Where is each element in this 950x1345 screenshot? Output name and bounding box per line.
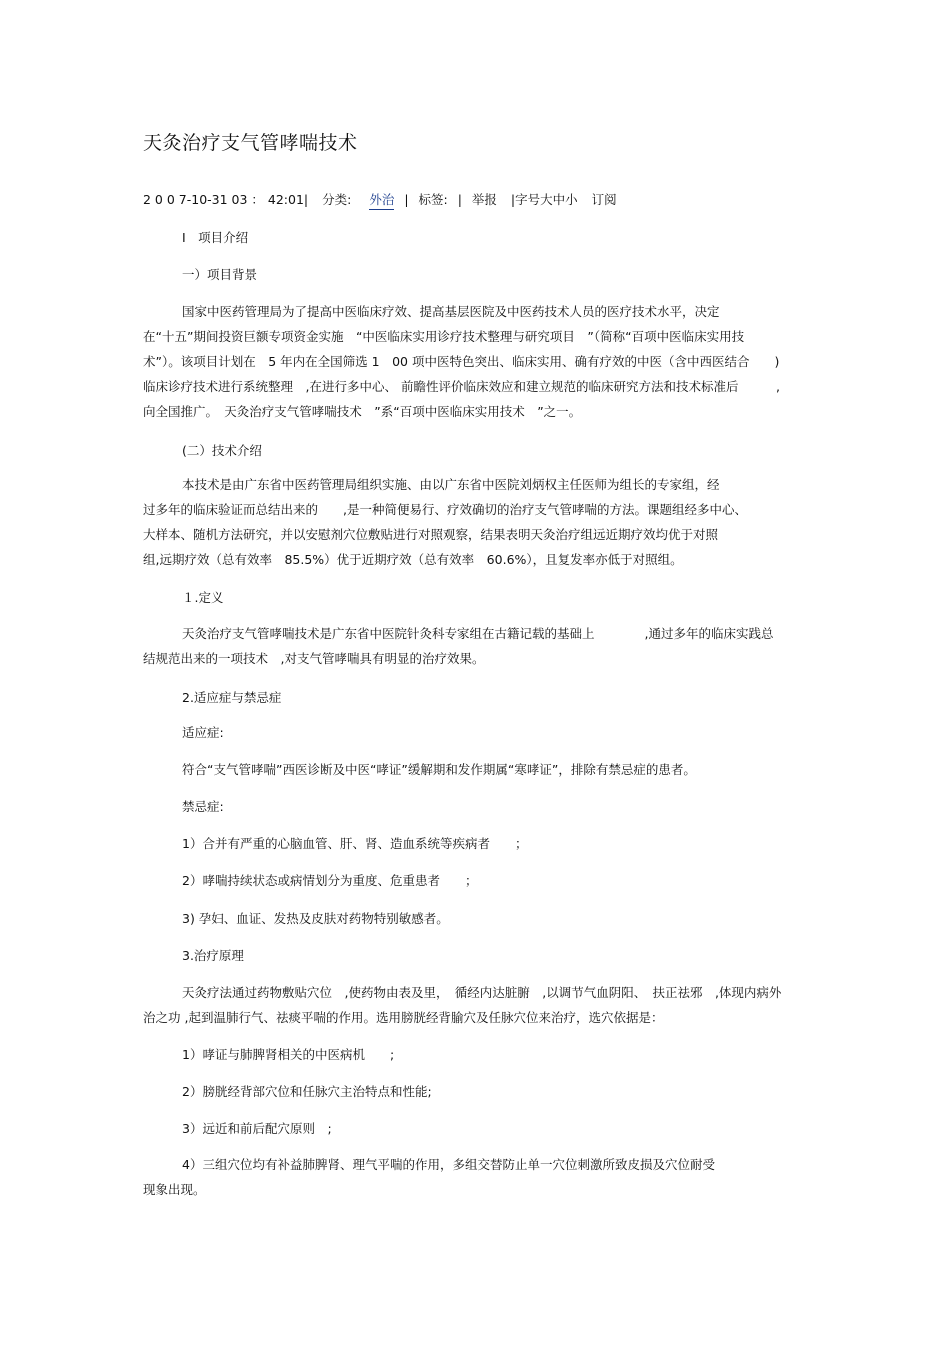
basis-item: 3）远近和前后配穴原则 ;: [182, 1121, 332, 1136]
paragraph-line: 本技术是由广东省中医药管理局组织实施、由以广东省中医院刘炳权主任医师为组长的专家组，经: [182, 477, 720, 492]
report-link[interactable]: 举报: [471, 192, 497, 207]
section-heading: 3.治疗原理: [182, 948, 244, 963]
paragraph-line: 组,远期疗效（总有效率 85.5%）优于近期疗效（总有效率 60.6%），且复发率亦低于对照组。: [143, 552, 683, 567]
indication-text: 符合“支气管哮喘”西医诊断及中医“哮证”缓解期和发作期属“寒哮证”，排除有禁忌症的患者。: [182, 762, 696, 777]
paragraph-line: 国家中医药管理局为了提高中医临床疗效、提高基层医院及中医药技术人员的医疗技术水平，决定: [182, 304, 720, 319]
section-heading: １.定义: [182, 590, 224, 605]
post-datetime: 2 0 0 7-10-31 03 ： 42:01|: [143, 192, 309, 207]
article-meta: [143, 190, 617, 210]
contraindication-label: 禁忌症:: [182, 799, 224, 814]
meta-separator: |: [404, 192, 409, 207]
basis-item: 1）哮证与肺脾肾相关的中医病机 ;: [182, 1047, 395, 1062]
paragraph-line: 临床诊疗技术进行系统整理 ,在进行多中心、 前瞻性评价临床效应和建立规范的临床研究方法和技术标准后 ,: [143, 379, 780, 394]
subsection-heading: (二）技术介绍: [182, 443, 262, 458]
paragraph-line: 过多年的临床验证而总结出来的 ,是一种简便易行、疗效确切的治疗支气管哮喘的方法。课题组经多中心、: [143, 502, 747, 517]
section-heading: 2.适应症与禁忌症: [182, 690, 282, 705]
contraindication-item: 3) 孕妇、血证、发热及皮肤对药物特别敏感者。: [182, 911, 449, 926]
article-title: 天灸治疗支气管哮喘技术: [143, 132, 358, 154]
category-link[interactable]: 外治: [369, 190, 394, 210]
paragraph-line: 术”）。该项目计划在 5 年内在全国筛选 1 00 项中医特色突出、临床实用、确有疗效的中医（含中西医结合 ): [143, 354, 780, 369]
tags-separator: |: [457, 192, 462, 207]
tags-label: 标签:: [418, 192, 448, 207]
paragraph-line: 在“十五”期间投资巨额专项资金实施 “中医临床实用诊疗技术整理与研究项目 ”（简称“百项中医临床实用技: [143, 329, 745, 344]
category-label: 分类:: [322, 192, 352, 207]
basis-item: 2）膀胱经背部穴位和任脉穴主治特点和性能;: [182, 1084, 432, 1099]
indication-label: 适应症:: [182, 725, 224, 740]
paragraph-line: 大样本、随机方法研究，并以安慰剂穴位敷贴进行对照观察，结果表明天灸治疗组远近期疗效均优于对照: [143, 527, 719, 542]
subscribe-link[interactable]: 订阅: [591, 192, 617, 207]
section-heading: Ⅰ 项目介绍: [182, 230, 249, 245]
basis-item: 4）三组穴位均有补益肺脾肾、理气平喘的作用，多组交替防止单一穴位刺激所致皮损及穴位耐受: [182, 1157, 715, 1172]
paragraph-line: 结规范出来的一项技术 ,对支气管哮喘具有明显的治疗效果。: [143, 651, 485, 666]
paragraph-line: 治之功 ,起到温肺行气、祛痰平喘的作用。选用膀胱经背腧穴及任脉穴位来治疗，选穴依据是：: [143, 1010, 664, 1025]
paragraph-line: 天灸疗法通过药物敷贴穴位 ,使药物由表及里， 循经内达脏腑 ,以调节气血阴阳、 扶正祛邪 ,体现内病外: [182, 985, 782, 1000]
subsection-heading: 一）项目背景: [182, 267, 258, 282]
paragraph-line: 现象出现。: [143, 1182, 206, 1197]
paragraph-line: 天灸治疗支气管哮喘技术是广东省中医院针灸科专家组在古籍记载的基础上 ,通过多年的临床实践总: [182, 626, 774, 641]
contraindication-item: 1）合并有严重的心脑血管、肝、肾、造血系统等疾病者 ；: [182, 836, 528, 851]
paragraph-line: 向全国推广。 天灸治疗支气管哮喘技术 ”系“百项中医临床实用技术 ”之一。: [143, 404, 582, 419]
font-size-control[interactable]: |字号大中小: [510, 192, 578, 207]
contraindication-item: 2）哮喘持续状态或病情划分为重度、危重患者 ；: [182, 873, 478, 888]
